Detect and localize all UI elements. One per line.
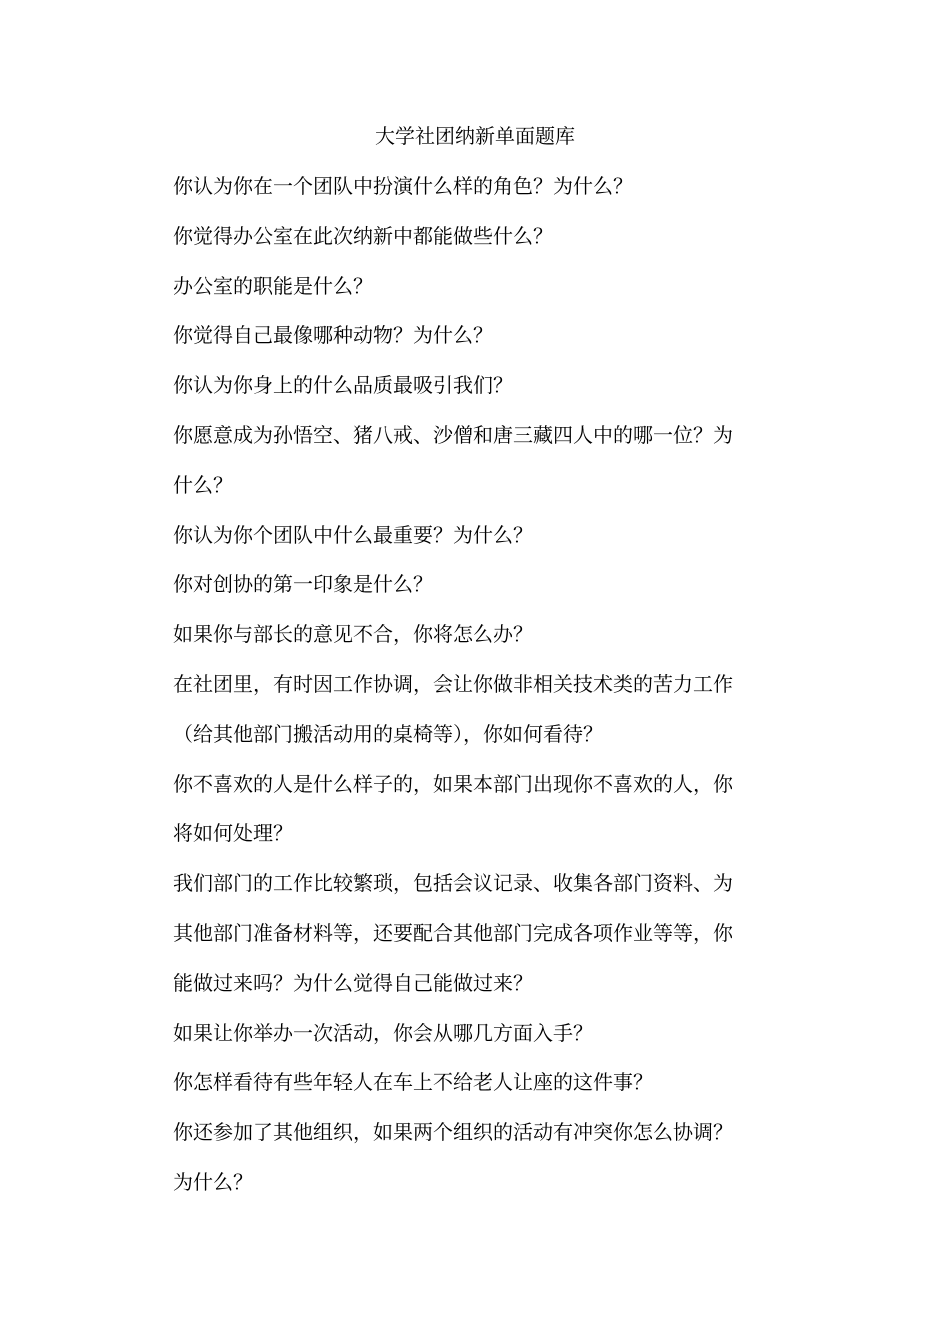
text-line: 你觉得自己最像哪种动物？为什么？ (173, 323, 493, 348)
text-line: 如果你与部长的意见不合，你将怎么办？ (173, 622, 533, 647)
text-line: 为什么？ (173, 1169, 253, 1194)
text-line: 你不喜欢的人是什么样子的，如果本部门出现你不喜欢的人，你 (173, 771, 733, 796)
text-line: 你愿意成为孙悟空、猪八戒、沙僧和唐三藏四人中的哪一位？为 (173, 422, 733, 447)
question-list (173, 170, 813, 1216)
text-line: 你认为你个团队中什么最重要？为什么？ (173, 522, 533, 547)
text-line: 将如何处理？ (173, 821, 293, 846)
text-line: 其他部门准备材料等，还要配合其他部门完成各项作业等等，你 (173, 920, 733, 945)
text-line: 你怎样看待有些年轻人在车上不给老人让座的这件事？ (173, 1070, 653, 1095)
text-line: 你还参加了其他组织，如果两个组织的活动有冲突你怎么协调？ (173, 1120, 733, 1145)
text-line: 你认为你身上的什么品质最吸引我们？ (173, 373, 513, 398)
text-line: 办公室的职能是什么？ (173, 273, 373, 298)
text-line: 你觉得办公室在此次纳新中都能做些什么？ (173, 223, 553, 248)
text-line: 如果让你举办一次活动，你会从哪几方面入手？ (173, 1020, 593, 1045)
text-line: 你认为你在一个团队中扮演什么样的角色？为什么？ (173, 174, 633, 198)
text-line: 什么？ (173, 472, 233, 497)
text-line: （给其他部门搬活动用的桌椅等），你如何看待？ (173, 721, 603, 746)
document-title: 大学社团纳新单面题库 (375, 124, 575, 148)
text-line: 能做过来吗？为什么觉得自己能做过来？ (173, 970, 533, 995)
text-line: 你对创协的第一印象是什么？ (173, 572, 433, 597)
text-line: 在社团里，有时因工作协调，会让你做非相关技术类的苦力工作 (173, 671, 733, 696)
text-line: 我们部门的工作比较繁琐，包括会议记录、收集各部门资料、为 (173, 871, 733, 896)
